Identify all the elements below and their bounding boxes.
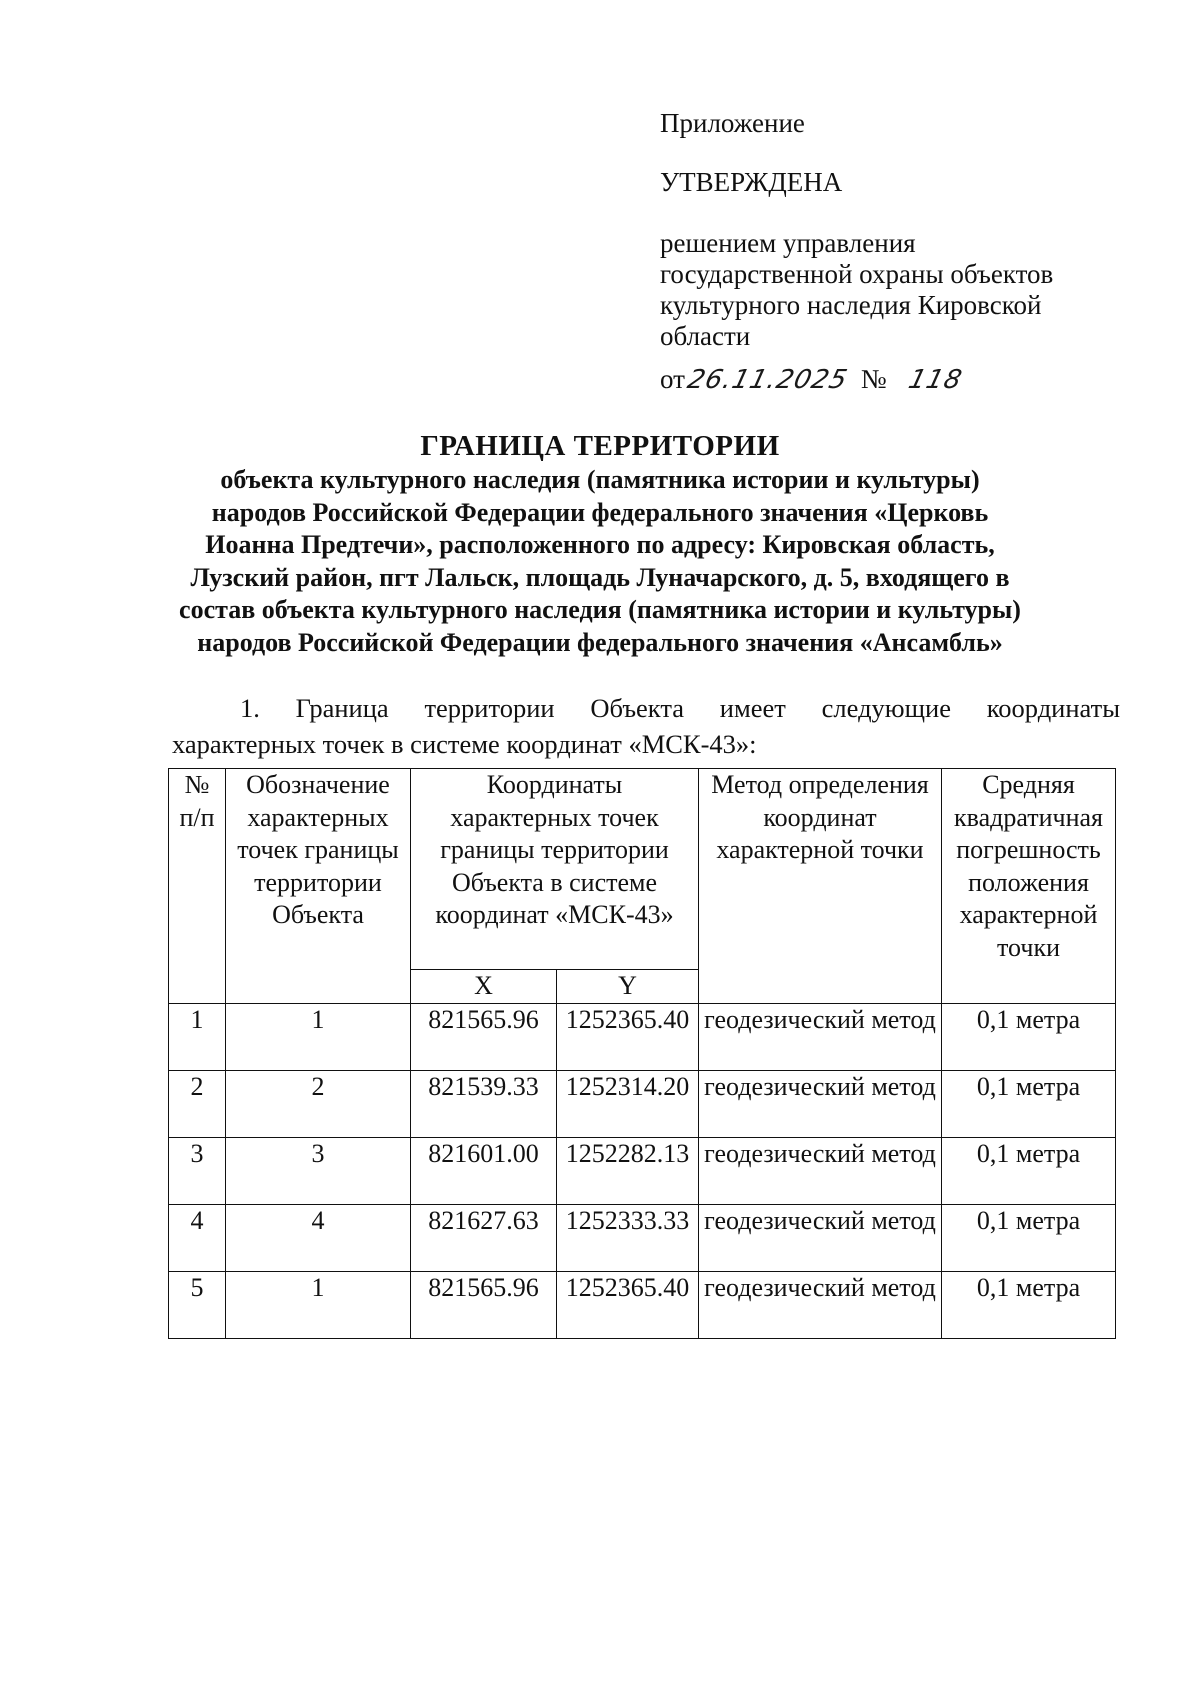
- handwritten-date: 26.11.2025: [684, 365, 851, 395]
- cell-error: 0,1 метра: [942, 1070, 1116, 1137]
- title-line: состав объекта культурного наследия (памятника истории и культуры): [179, 595, 1021, 624]
- cell-num: 5: [169, 1271, 226, 1338]
- cell-x: 821627.63: [411, 1204, 557, 1271]
- header-designation: Обозначение характерных точек границы территории Объекта: [226, 769, 411, 1004]
- cell-error: 0,1 метра: [942, 1204, 1116, 1271]
- decision-line: культурного наследия Кировской: [660, 290, 1042, 320]
- cell-x: 821539.33: [411, 1070, 557, 1137]
- table-row: [169, 1003, 1116, 1070]
- cell-point: 2: [226, 1070, 411, 1137]
- header-y: Y: [557, 970, 699, 1004]
- date-prefix: от: [660, 364, 685, 394]
- date-number-line: [660, 364, 1130, 396]
- cell-num: 4: [169, 1204, 226, 1271]
- cell-point: 1: [226, 1003, 411, 1070]
- header-coordinates: Координаты характерных точек границы территории Объекта в системе координат «МСК-43»: [411, 769, 699, 970]
- cell-method: геодезический метод: [699, 1070, 942, 1137]
- header-method: Метод определения координат характерной точки: [699, 769, 942, 1004]
- title-line: Иоанна Предтечи», расположенного по адресу: Кировская область,: [205, 530, 995, 559]
- title-line: народов Российской Федерации федерального значения «Ансамбль»: [197, 627, 1003, 657]
- cell-error: 0,1 метра: [942, 1003, 1116, 1070]
- handwritten-number: 118: [904, 365, 966, 395]
- decision-line: государственной охраны объектов: [660, 259, 1054, 289]
- number-sign: №: [860, 364, 887, 394]
- table-row: [169, 1204, 1116, 1271]
- header-error: Средняя квадратичная погрешность положения характерной точки: [942, 769, 1116, 1004]
- table-row: [169, 1137, 1116, 1204]
- table-header-row: [169, 769, 1116, 970]
- cell-method: геодезический метод: [699, 1003, 942, 1070]
- cell-y: 1252314.20: [557, 1070, 699, 1137]
- cell-x: 821601.00: [411, 1137, 557, 1204]
- cell-x: 821565.96: [411, 1003, 557, 1070]
- decision-line: решением управления: [660, 228, 916, 258]
- title-line: народов Российской Федерации федерального значения «Церковь: [211, 497, 989, 527]
- cell-method: геодезический метод: [699, 1271, 942, 1338]
- appendix-label: Приложение: [660, 108, 805, 138]
- document-title: [150, 428, 1050, 659]
- cell-point: 3: [226, 1137, 411, 1204]
- cell-x: 821565.96: [411, 1271, 557, 1338]
- cell-method: геодезический метод: [699, 1137, 942, 1204]
- cell-error: 0,1 метра: [942, 1137, 1116, 1204]
- approval-block: [660, 108, 1130, 396]
- title-line: объекта культурного наследия (памятника истории и культуры): [220, 465, 980, 494]
- header-num: № п/п: [169, 769, 226, 1004]
- cell-num: 3: [169, 1137, 226, 1204]
- paragraph-line: 1. Граница территории Объекта имеет следующие координаты: [240, 693, 1120, 723]
- cell-point: 1: [226, 1271, 411, 1338]
- table-row: [169, 1271, 1116, 1338]
- cell-num: 2: [169, 1070, 226, 1137]
- title-line: Лузский район, пгт Лальск, площадь Луначарского, д. 5, входящего в: [190, 562, 1010, 592]
- cell-error: 0,1 метра: [942, 1271, 1116, 1338]
- title-main: ГРАНИЦА ТЕРРИТОРИИ: [420, 430, 780, 462]
- cell-y: 1252282.13: [557, 1137, 699, 1204]
- decision-line: области: [660, 321, 751, 351]
- cell-method: геодезический метод: [699, 1204, 942, 1271]
- header-x: X: [411, 970, 557, 1004]
- cell-y: 1252365.40: [557, 1003, 699, 1070]
- approved-label: УТВЕРЖДЕНА: [660, 167, 843, 197]
- paragraph-line: характерных точек в системе координат «МСК-43»:: [172, 729, 757, 759]
- intro-paragraph: [172, 690, 1120, 762]
- coordinates-table: [168, 768, 1116, 1339]
- table-row: [169, 1070, 1116, 1137]
- cell-y: 1252365.40: [557, 1271, 699, 1338]
- cell-num: 1: [169, 1003, 226, 1070]
- cell-point: 4: [226, 1204, 411, 1271]
- cell-y: 1252333.33: [557, 1204, 699, 1271]
